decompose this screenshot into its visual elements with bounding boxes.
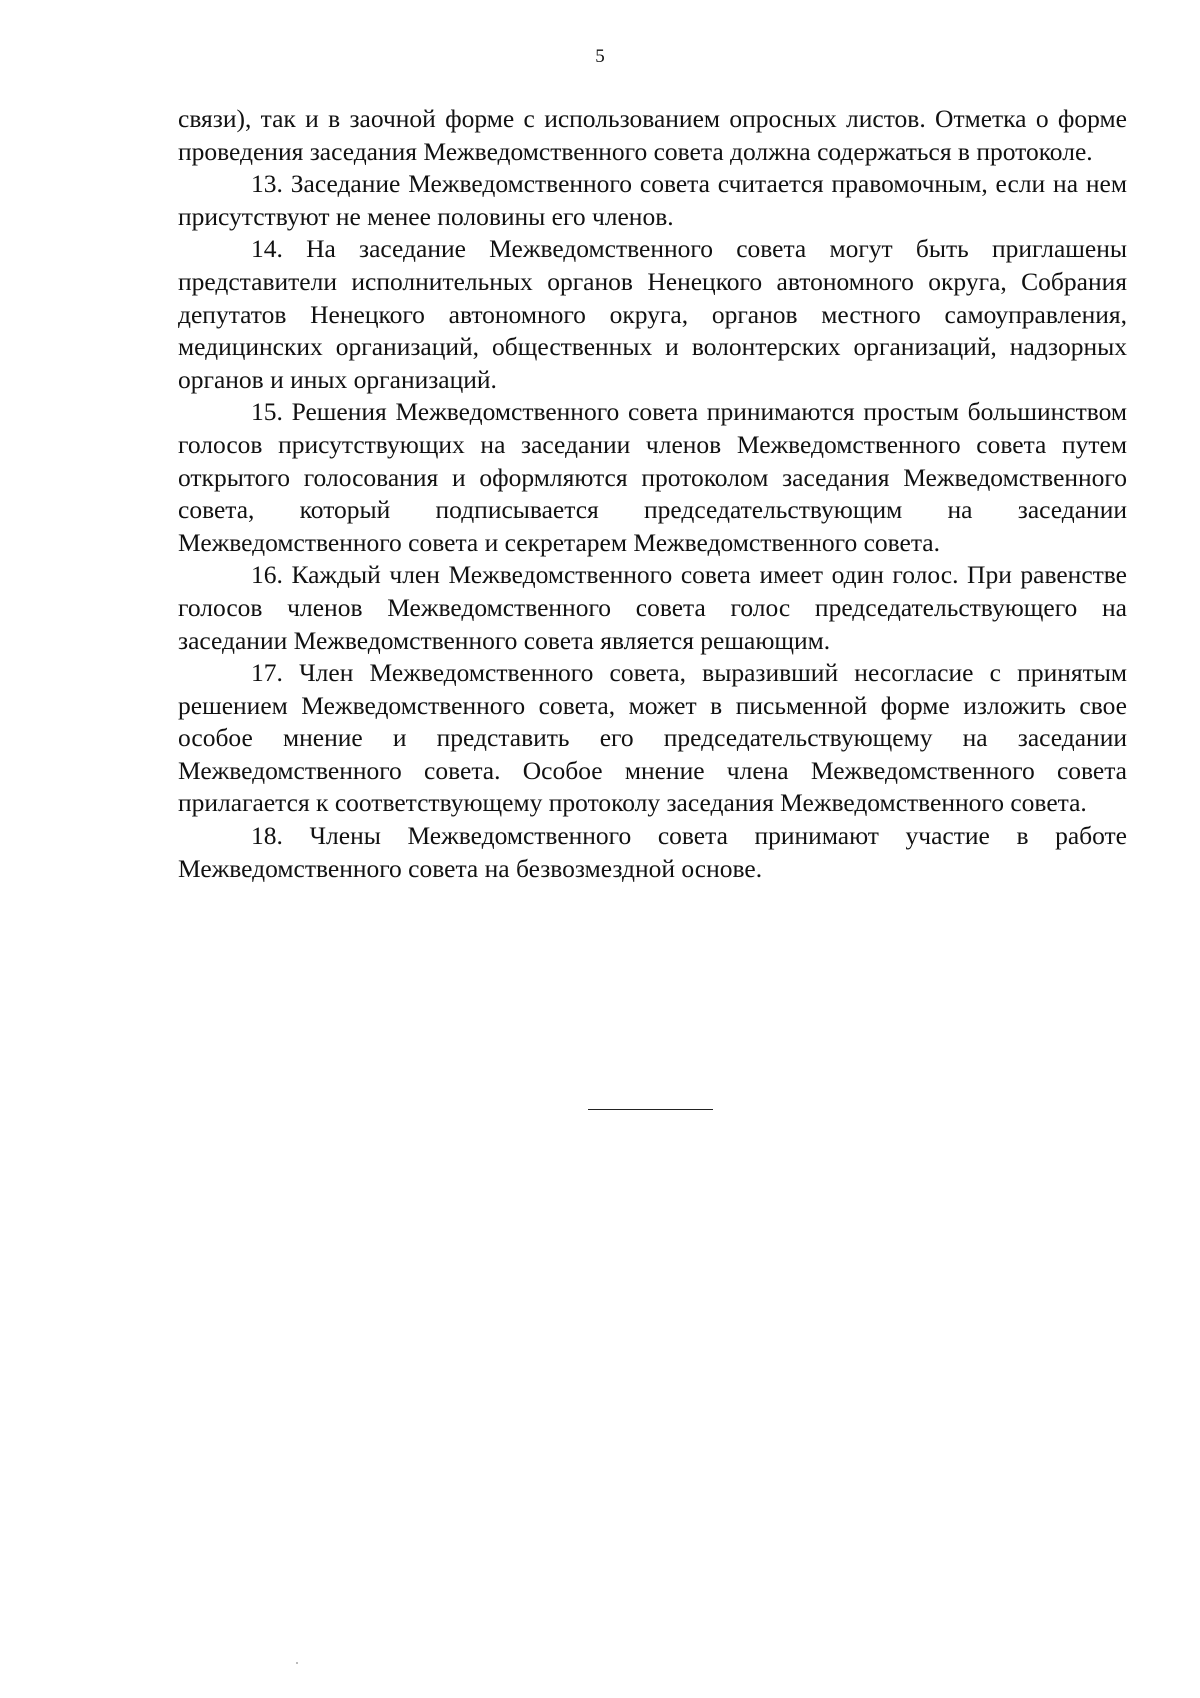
paragraph-14: 14. На заседание Межведомственного совета могут быть приглашены представители исполнительных органов Ненецкого автономного округа, Собрания депутатов Ненецкого автономного округа, органов местного самоуправления, медицинских организаций, общественных и волонтерских организаций, надзорных органов и иных организаций. xyxy=(178,234,1127,394)
end-separator-line xyxy=(588,1109,713,1110)
paragraph-17: 17. Член Межведомственного совета, выразивший несогласие с принятым решением Межведомственного совета, может в письменной форме изложить свое особое мнение и представить его председательствующему на заседании Межведомственного совета. Особое мнение члена Межведомственного совета прилагается к соответствующему протоколу заседания Межведомственного совета. xyxy=(178,658,1127,818)
paragraph-18: 18. Члены Межведомственного совета принимают участие в работе Межведомственного совета на безвозмездной основе. xyxy=(178,821,1127,883)
paragraph-continuation: связи), так и в заочной форме с использованием опросных листов. Отметка о форме проведения заседания Межведомственного совета должна содержаться в протоколе. xyxy=(178,104,1127,166)
document-body xyxy=(178,103,1127,885)
scan-speck xyxy=(296,1662,298,1664)
paragraph-15: 15. Решения Межведомственного совета принимаются простым большинством голосов присутствующих на заседании членов Межведомственного совета путем открытого голосования и оформляются протоколом заседания Межведомственного совета, который подписывается председательствующим на заседании Межведомственного совета и секретарем Межведомственного совета. xyxy=(178,397,1127,557)
paragraph-13: 13. Заседание Межведомственного совета считается правомочным, если на нем присутствуют не менее половины его членов. xyxy=(178,169,1127,231)
paragraph-16: 16. Каждый член Межведомственного совета имеет один голос. При равенстве голосов членов Межведомственного совета голос председательствующего на заседании Межведомственного совета является решающим. xyxy=(178,560,1127,655)
page-number: 5 xyxy=(595,46,605,67)
